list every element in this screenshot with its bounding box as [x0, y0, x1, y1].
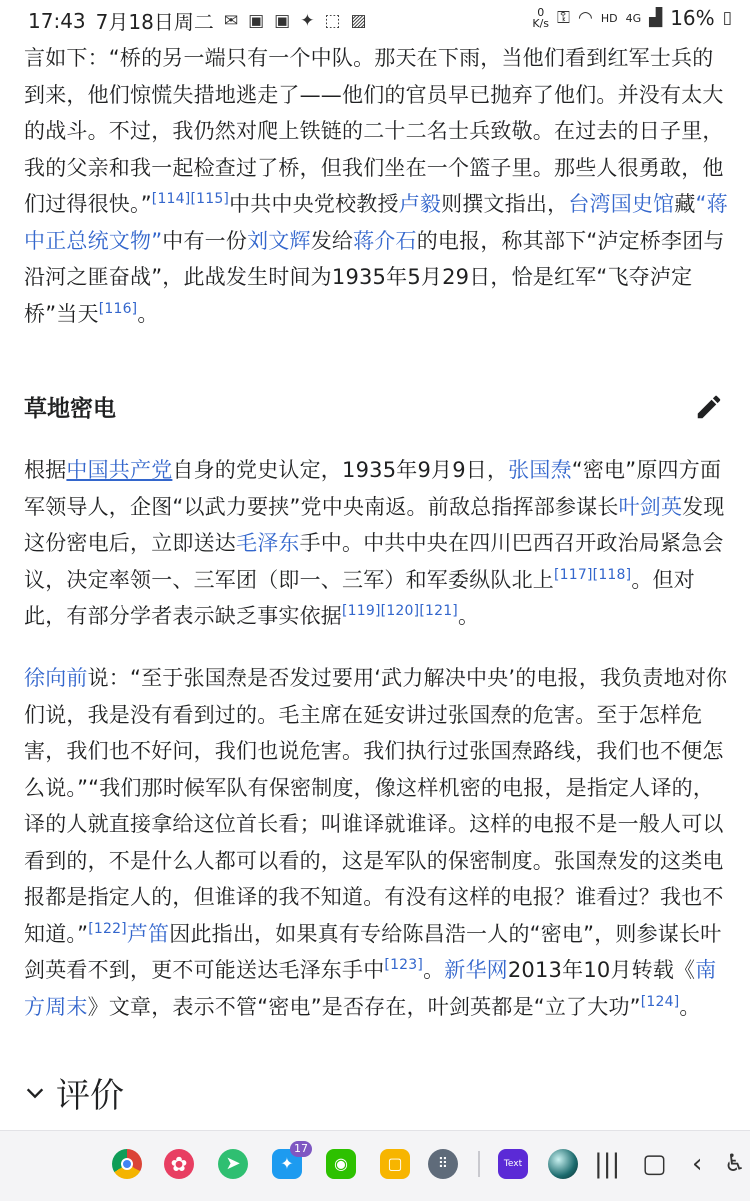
paragraph-text: “密电”原四方面军领导人，企图“以武力要挟”党中央南返。前敌总指挥部参谋长: [24, 458, 722, 519]
gallery-icon: ▨: [350, 10, 367, 31]
paragraph-text: 则撰文指出，: [441, 192, 569, 216]
notes-icon[interactable]: ▢: [380, 1149, 410, 1179]
link-ye-jianying[interactable]: 叶剑英: [618, 494, 683, 519]
wechat-icon[interactable]: ◉: [326, 1149, 356, 1179]
article-paragraph: [24, 452, 730, 635]
reference-link[interactable]: [116]: [98, 300, 138, 317]
link-lu-yi[interactable]: 卢毅: [398, 192, 442, 216]
wifi-icon: ◠: [577, 8, 593, 28]
collapsed-section-header[interactable]: [24, 1068, 124, 1117]
chrome-icon[interactable]: [112, 1149, 142, 1179]
notification-badge: 17: [290, 1141, 312, 1157]
app-drawer-icon[interactable]: ⠿: [428, 1149, 458, 1179]
sphere-icon[interactable]: [548, 1149, 578, 1179]
paragraph-text: 2013年10月转载《: [507, 958, 696, 982]
home-button[interactable]: ▢: [642, 1149, 667, 1179]
paragraph-text: 说：“至于张国焘是否发过要用‘武力解决中央’的电报，我负责地对你们说，我是没有看到过的。毛主席在延安讲过张国焘的危害。至于怎样危害，我们也不好问，我们也说危害。我们执行过张国焘路线，我们也不便怎么说。”“我们那时候军队有保密制度，像这样机密的电报，是指定人译的，译的人就直接拿给这位首长看；叫谁译就谁译。这样的电报不是一般人可以看到的，不是什么人都可以看的，这是军队的保密制度。张国焘发的这类电报都是指定人的，但谁译的我不知道。有没有这样的电报？谁看过？我也不知道。”: [24, 666, 728, 946]
network-4g: 4G: [625, 11, 642, 25]
paragraph-text: 根据: [24, 458, 67, 482]
reference-link[interactable]: [123]: [384, 957, 424, 973]
screenshot-icon: ⬚: [324, 10, 341, 31]
link-xu-xiangqian[interactable]: 徐向前: [24, 666, 88, 690]
reference-link[interactable]: [119]: [342, 603, 381, 619]
chevron-down-icon: [24, 1082, 46, 1104]
gmail-icon: ✉: [223, 10, 239, 31]
link-southern-weekly[interactable]: 南方周末: [24, 958, 717, 1019]
taskbar: [0, 1130, 750, 1201]
paragraph-text: 的电报，称其部下“泸定桥李团与沿河之匪奋战”，此战发生时间为1935年5月29日，恰是红军“飞夺泸定桥”当天: [24, 228, 725, 326]
reference-link[interactable]: [114]: [151, 191, 191, 207]
link-chiang-archives[interactable]: “蒋中正总统文物”: [24, 192, 728, 253]
edit-section-button[interactable]: [694, 392, 730, 428]
article-paragraph: [24, 40, 730, 332]
status-time: 17:43: [28, 8, 86, 33]
twitter-icon[interactable]: ✦ 17: [272, 1149, 302, 1179]
text-app-icon[interactable]: [498, 1149, 528, 1179]
paragraph-text: 因此指出，如果真有专给陈昌浩一人的“密电”，则参谋长叶剑英看不到，更不可能送达毛泽东手中: [24, 921, 722, 982]
compass-icon[interactable]: ➤: [218, 1149, 248, 1179]
paragraph-text: 。但对此，有部分学者表示缺乏事实依据: [24, 567, 695, 628]
reference-link[interactable]: [121]: [419, 603, 458, 619]
paragraph-text: 。: [679, 994, 701, 1019]
link-lu-di[interactable]: 芦笛: [126, 921, 170, 946]
link-ccp[interactable]: 中国共产党: [66, 458, 173, 482]
paragraph-text: 发现这份密电后，立即送达: [24, 494, 725, 555]
paragraph-text: 言如下：“桥的另一端只有一个中队。那天在下雨，当他们看到红军士兵的到来，他们惊慌失措地逃走了——他们的官员早已抛弃了他们。并没有太大的战斗。不过，我仍然对爬上铁链的二十二名士兵致敬。在过去的日子里，我的父亲和我一起检查过了桥，但我们坐在一个篮子里。那些人很勇敢，他们过得很快。”: [24, 46, 724, 216]
status-bar: [0, 0, 750, 36]
recent-apps-button[interactable]: |||: [594, 1149, 621, 1179]
back-button[interactable]: ‹: [692, 1149, 703, 1179]
signal-icon: ▟: [649, 8, 663, 28]
taskbar-divider: [478, 1151, 480, 1177]
photo-icon: ▣: [274, 10, 291, 31]
paragraph-text: 。: [137, 301, 159, 326]
paragraph-text: 中有一份: [162, 228, 248, 253]
paragraph-text: 。: [457, 604, 480, 628]
reference-link[interactable]: [115]: [190, 191, 230, 207]
twitter-icon: ✦: [300, 10, 315, 31]
key-icon: ⚿: [557, 8, 570, 28]
section-title: 草地密电: [24, 396, 116, 422]
network-hd: HD: [600, 11, 618, 25]
link-liu-wenhui[interactable]: 刘文辉: [247, 228, 311, 253]
accessibility-icon[interactable]: ♿: [724, 1149, 746, 1177]
paragraph-text: 发给: [310, 228, 354, 253]
net-speed: 0 K/s: [532, 6, 550, 30]
link-zhang-guotao[interactable]: 张国焘: [508, 458, 572, 482]
photo-icon: ▣: [248, 10, 265, 31]
reference-link[interactable]: [117]: [554, 566, 593, 583]
reference-link[interactable]: [124]: [640, 993, 680, 1010]
reference-link[interactable]: [118]: [592, 566, 632, 583]
paragraph-text: 中共中央党校教授: [229, 192, 399, 216]
link-academia-historica[interactable]: 台湾国史馆: [568, 192, 675, 216]
paragraph-text: 自身的党史认定，1935年9月9日，: [172, 458, 509, 482]
text-app-label: Text: [503, 1159, 523, 1169]
status-date: 7月18日周二: [95, 10, 214, 34]
link-chiang-kai-shek[interactable]: 蒋介石: [353, 228, 417, 253]
reference-link[interactable]: [122]: [88, 920, 127, 937]
pencil-icon: [694, 392, 724, 422]
reference-link[interactable]: [120]: [380, 603, 420, 619]
collapsed-section-title: 评价: [56, 1076, 124, 1116]
article-paragraph: [24, 660, 730, 1025]
paragraph-text: 》文章，表示不管“密电”是否存在，叶剑英都是“立了大功”: [87, 994, 641, 1019]
battery-icon: ▯: [722, 8, 732, 28]
paragraph-text: 手中。中共中央在四川巴西召开政治局紧急会议，决定率领一、三军团（即一、三军）和军委纵队北上: [24, 531, 724, 592]
blossom-icon[interactable]: ✿: [164, 1149, 194, 1179]
battery-percent: 16%: [670, 6, 715, 30]
link-mao-zedong[interactable]: 毛泽东: [236, 531, 300, 555]
paragraph-text: 。: [423, 958, 445, 982]
link-xinhua[interactable]: 新华网: [444, 958, 508, 982]
paragraph-text: 藏: [674, 192, 696, 216]
